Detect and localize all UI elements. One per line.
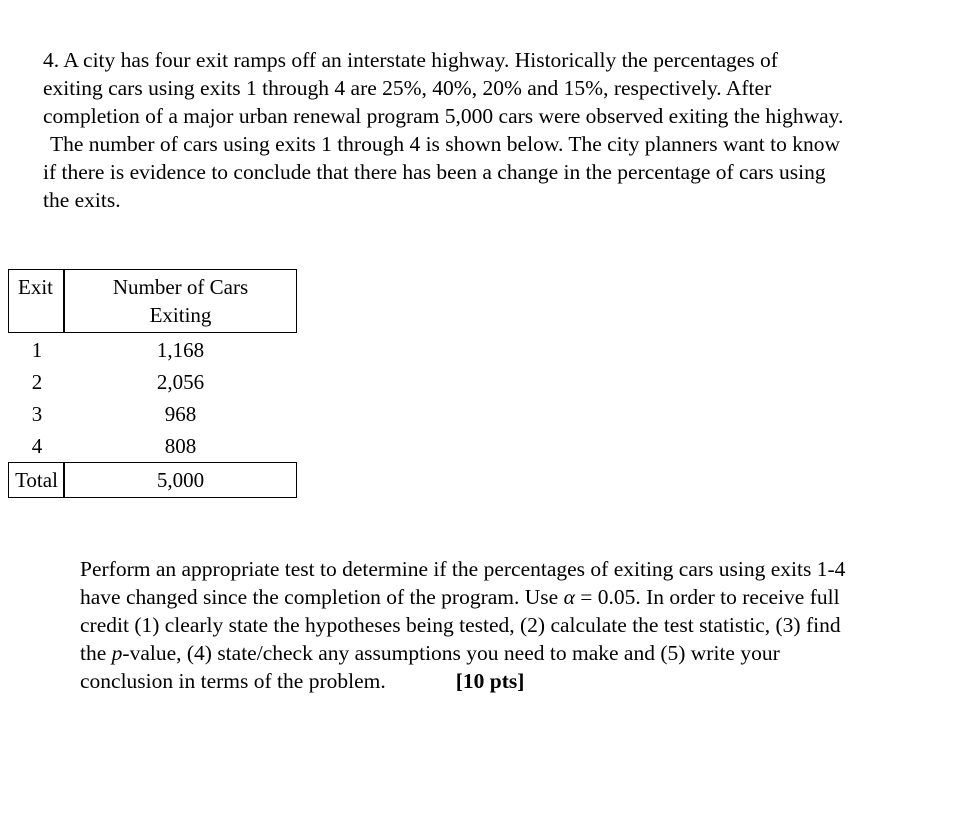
row-exit: 4 [31,434,43,458]
header-cars-line1: Number of Cars [112,275,249,299]
task-instructions [80,555,950,695]
task-text: -value, (4) state/check any assumptions you need to make and (5) write your [122,641,780,665]
header-cars-line2: Exiting [149,303,212,327]
problem-line: exiting cars using exits 1 through 4 are 25%, 40%, 20% and 15%, respectively. After [43,76,772,100]
alpha-symbol: α [563,585,575,609]
problem-statement [43,46,943,214]
header-exit: Exit [18,275,53,299]
task-line: Perform an appropriate test to determine if the percentages of exiting cars using exits 1-4 [80,557,846,581]
task-line [80,639,950,667]
row-exit: 3 [31,402,43,426]
problem-line: The number of cars using exits 1 through 4 is shown below. The city planners want to know [50,132,840,156]
row-exit: 2 [31,370,43,394]
task-text: = 0.05. In order to receive full [574,585,840,609]
task-text: conclusion in terms of the problem. [80,669,386,693]
task-text: have changed since the completion of the program. Use [80,585,564,609]
total-cars: 5,000 [156,468,205,492]
problem-line: completion of a major urban renewal program 5,000 cars were observed exiting the highway. [43,104,844,128]
row-cars: 2,056 [156,370,205,394]
task-text: the [80,641,112,665]
p-symbol: p [111,641,123,665]
problem-line: 4. A city has four exit ramps off an interstate highway. Historically the percentages of [43,48,778,72]
row-cars: 1,168 [156,338,205,362]
problem-line: the exits. [43,188,121,212]
task-line: credit (1) clearly state the hypotheses being tested, (2) calculate the test statistic, (3) find [80,613,841,637]
task-line [80,583,950,611]
points-label: [10 pts] [455,669,525,693]
row-cars: 808 [164,434,197,458]
problem-line: if there is evidence to conclude that there has been a change in the percentage of cars using [43,160,826,184]
task-line [80,667,950,695]
row-cars: 968 [164,402,197,426]
row-exit: 1 [31,338,43,362]
total-label: Total [15,468,58,492]
